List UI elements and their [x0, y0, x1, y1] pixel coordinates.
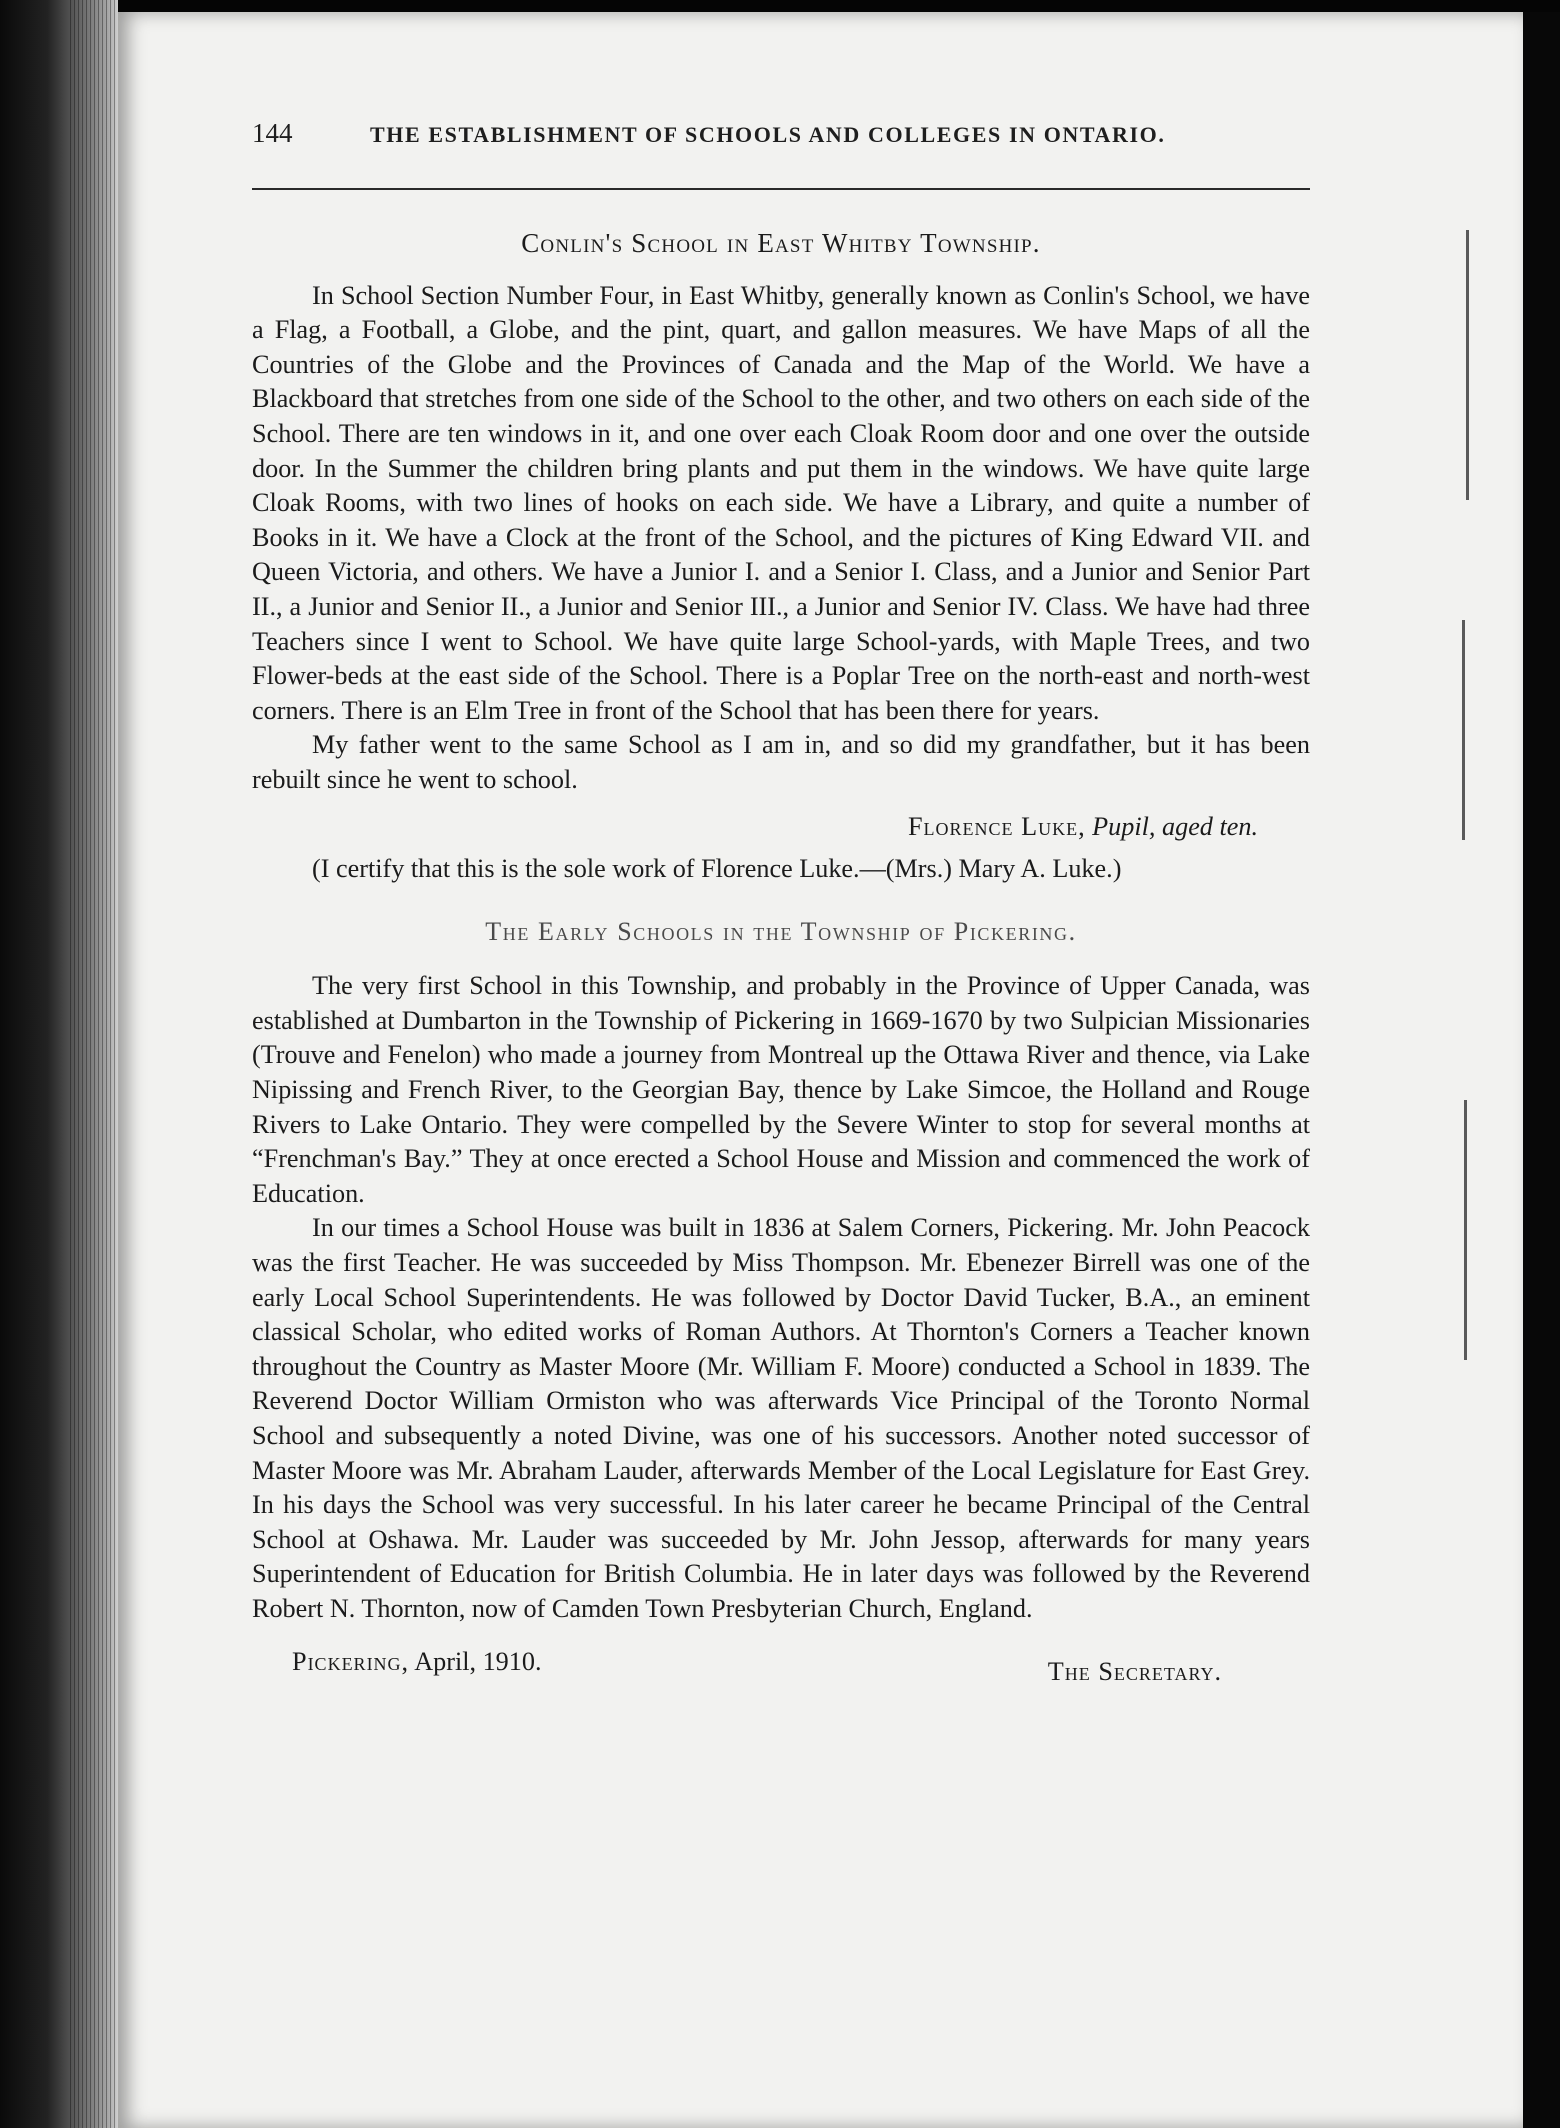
book-spine: [0, 0, 118, 2128]
paragraph: The very first School in this Township, and probably in the Province of Upper Canada, was established at Dumbarton in the Township of Pickering in 1669-1670 by two Sulpician Missionaries (Trouve and Fenelon) who made a journey from Montreal up the Ottawa River and thence, via Lake Nipissing and French River, to the Georgian Bay, thence by Lake Simcoe, the Holland and Rouge Rivers to Lake Ontario. They were compelled by the Severe Winter to stop for several months at “Frenchman's Bay.” They at once erected a School House and Mission and commenced the work of Education.: [252, 971, 1310, 1208]
footer-date: April, 1910.: [414, 1646, 542, 1676]
signature-name: Florence Luke,: [907, 811, 1086, 841]
margin-mark: [1464, 1100, 1467, 1360]
signature: [252, 810, 1258, 845]
right-scan-border: [1523, 12, 1560, 2128]
section-footer: [252, 1645, 1310, 1685]
footer-place: Pickering,: [292, 1646, 410, 1676]
page-header: [252, 118, 1310, 158]
paragraph: In School Section Number Four, in East Whitby, generally known as Conlin's School, we have a Flag, a Football, a Globe, and the pint, quart, and gallon measures. We have Maps of all the Countries of the Globe and the Provinces of Canada and the Map of the World. We have a Blackboard that stretches from one side of the School to the other, and two others on each side of the School. There are ten windows in it, and one over each Cloak Room door and one over the outside door. In the Summer the children bring plants and put them in the windows. We have quite large Cloak Rooms, with two lines of hooks on each side. We have a Library, and quite a number of Books in it. We have a Clock at the front of the School, and the pictures of King Edward VII. and Queen Victoria, and others. We have a Junior I. and a Senior I. Class, and a Junior and Senior Part II., a Junior and Senior II., a Junior and Senior III., a Junior and Senior IV. Class. We have had three Teachers since I went to School. We have quite large School-yards, with Maple Trees, and two Flower-beds at the east side of the School. There is a Poplar Tree on the north-east and north-west corners. There is an Elm Tree in front of the School that has been there for years.: [252, 280, 1310, 725]
section-heading-conlins-school: Conlin's School in East Whitby Township.: [521, 228, 1041, 258]
page-edges: [70, 0, 120, 2128]
footer-author: The Secretary.: [1047, 1656, 1222, 1686]
section-heading-pickering: The Early Schools in the Township of Pickering.: [485, 916, 1077, 946]
signature-note: Pupil, aged ten.: [1092, 811, 1258, 841]
margin-mark: [1462, 620, 1465, 840]
running-head: THE ESTABLISHMENT OF SCHOOLS AND COLLEGES IN ONTARIO.: [370, 122, 1166, 147]
page-number: 144: [252, 118, 293, 148]
footer-place-date: [292, 1645, 542, 1680]
margin-mark: [1466, 230, 1469, 500]
certification-note: (I certify that this is the sole work of Florence Luke.—(Mrs.) Mary A. Luke.): [312, 854, 1122, 884]
paragraph: In our times a School House was built in 1836 at Salem Corners, Pickering. Mr. John Peacock was the first Teacher. He was succeeded by Miss Thompson. Mr. Ebenezer Birrell was one of the early Local School Superintendents. He was followed by Doctor David Tucker, B.A., an eminent classical Scholar, who edited works of Roman Authors. At Thornton's Corners a Teacher known throughout the Country as Master Moore (Mr. William F. Moore) conducted a School in 1839. The Reverend Doctor William Ormiston who was afterwards Vice Principal of the Toronto Normal School and subsequently a noted Divine, was one of his successors. Another noted successor of Master Moore was Mr. Abraham Lauder, afterwards Member of the Local Legislature for East Grey. In his days the School was very successful. In his later career he became Principal of the Central School at Oshawa. Mr. Lauder was succeeded by Mr. John Jessop, afterwards for many years Superintendent of Education for British Columbia. He in later days was followed by the Reverend Robert N. Thornton, now of Camden Town Presbyterian Church, England.: [252, 1213, 1310, 1623]
page-body: [252, 226, 1310, 1685]
header-rule: [252, 188, 1310, 190]
paragraph: My father went to the same School as I am in, and so did my grandfather, but it has been rebuilt since he went to school.: [252, 730, 1310, 794]
